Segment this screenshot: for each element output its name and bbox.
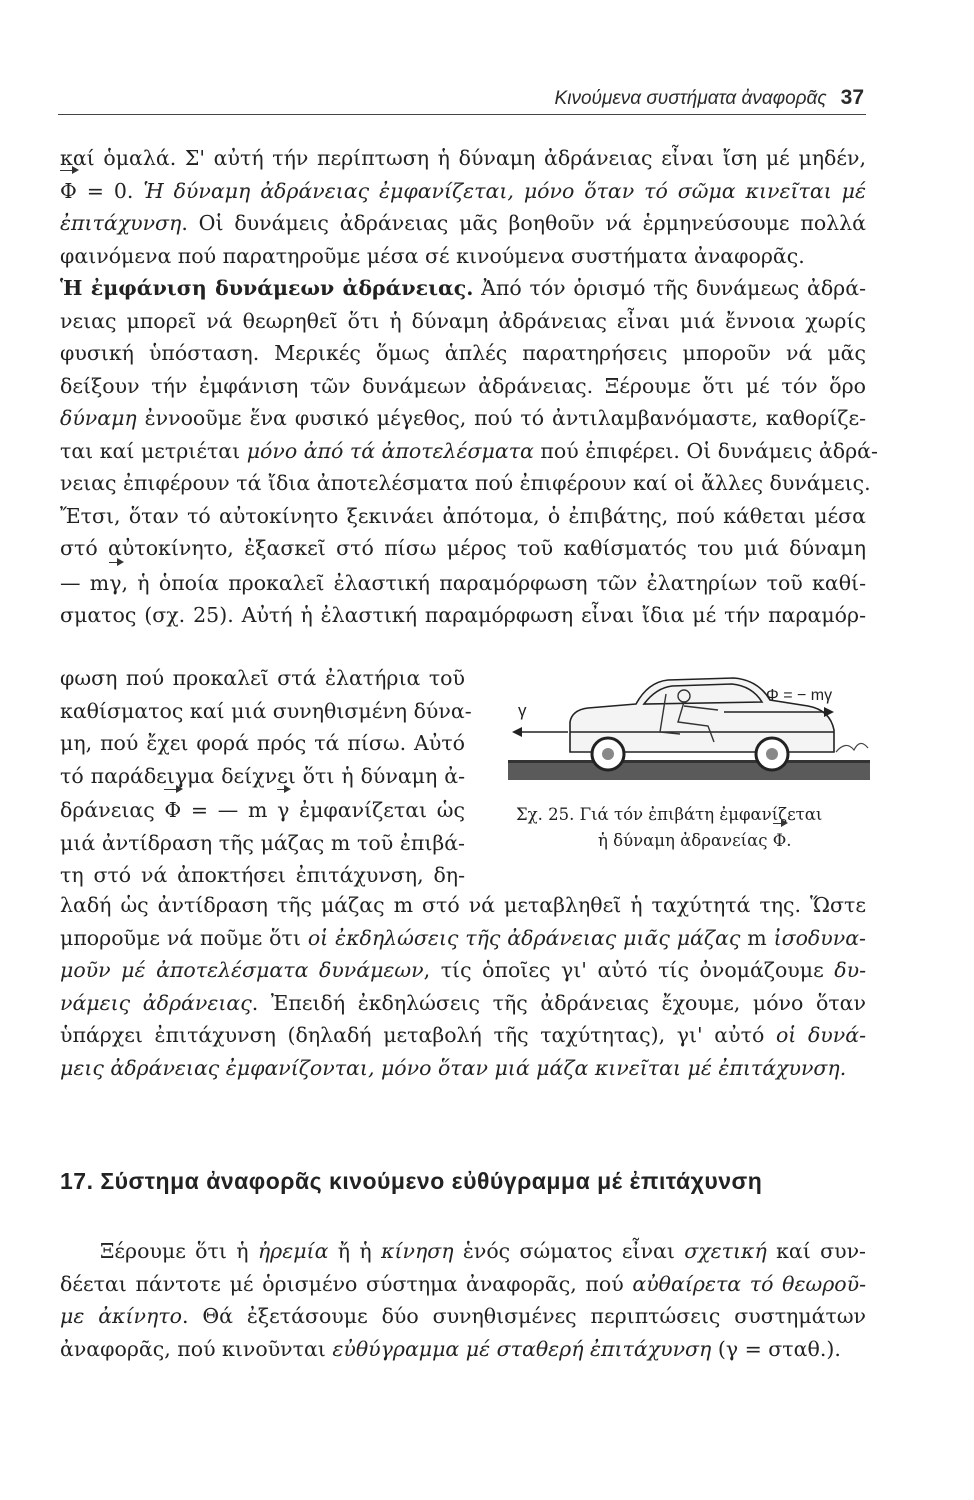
text-line: ται καί μετριέται μόνο ἀπό τά ἀποτελέσματα πού ἐπιφέρει. Οἱ δυνάμεις ἀδρά-	[60, 438, 878, 463]
figure-car-passenger	[508, 670, 870, 796]
paragraph-2	[60, 272, 878, 632]
text-line: στό αὐτοκίνητο, ἐξασκεῖ στό πίσω μέρος τοῦ καθίσματός του μιά δύναμη	[60, 536, 866, 560]
text-line: φωση πού προκαλεῖ στά ἐλατήρια τοῦ	[60, 666, 465, 690]
vector-phi: Φ	[773, 828, 787, 854]
road-edge	[508, 760, 870, 763]
text-line: ἀναφορᾶς, πού κινοῦνται εὐθύγραμμα μέ σταθερή ἐπιτάχυνση (γ = σταθ.).	[60, 1336, 841, 1361]
paragraph-1	[60, 142, 866, 272]
text-line: δύναμη ἐννοοῦμε ἕνα φυσικό μέγεθος, πού τό ἀντιλαμβανόμαστε, καθορίζε-	[60, 406, 866, 430]
text-line: ἐπιτάχυνση. Οἱ δυνάμεις ἀδράνειας μᾶς βοηθοῦν νά ἑρμηνεύσουμε πολλά	[60, 211, 866, 235]
running-title: Κινούμενα συστήματα ἀναφορᾶς	[554, 88, 827, 109]
text-line: τη στό νά ἀποκτήσει ἐπιτάχυνση, δη-	[60, 863, 465, 887]
text-line: μποροῦμε νά ποῦμε ὅτι οἱ ἐκδηλώσεις τῆς ἀδράνειας μιᾶς μάζας m ἰσοδυνα-	[60, 925, 866, 950]
text-line: νάμεις ἀδράνειας. Ἐπειδή ἐκδηλώσεις τῆς ἀδράνειας ἔχουμε, μόνο ὅταν	[60, 990, 866, 1015]
text-line: δέεται πάντοτε μέ ὁρισμένο σύστημα ἀναφορᾶς, πού αὐθαίρετα τό θεωροῦ-	[60, 1271, 867, 1296]
text-line: τό παράδειγμα δείχνει ὅτι ἡ δύναμη ἀ-	[60, 763, 465, 788]
header-rule	[58, 114, 866, 115]
label-force: Φ = − mγ	[766, 687, 833, 704]
text-line: Ἔτσι, ὅταν τό αὐτοκίνητο ξεκινάει ἀπότομα, ὁ ἐπιβάτης, πού κάθεται μέσα	[60, 503, 866, 528]
vector-gamma: γ	[109, 567, 121, 600]
section-title: 17. Σύστημα ἀναφορᾶς κινούμενο εὐθύγραμμα μέ ἐπιτάχυνση	[60, 1168, 763, 1194]
text-line: μη, πού ἔχει φορά πρός τά πίσω. Αὐτό	[60, 731, 465, 755]
running-header	[555, 86, 864, 110]
gamma-arrow	[512, 727, 568, 737]
text-line: φυσική ὑπόσταση. Μερικές ὅμως ἁπλές παρατηρήσεις μποροῦν νά μᾶς	[60, 341, 866, 365]
text-line: καί ὁμαλά. Σ' αὐτή τήν περίπτωση ἡ δύναμη ἀδράνειας εἶναι ἴση μέ μηδέν,	[60, 146, 866, 170]
text-line: Φ = 0. Ἡ δύναμη ἀδράνειας ἐμφανίζεται, μόνο ὅταν τό σῶμα κινεῖται μέ	[60, 175, 866, 208]
text-line: Ἡ ἐμφάνιση δυνάμεων ἀδράνειας. Ἀπό τόν ὁρισμό τῆς δυνάμεως ἀδρά-	[60, 276, 866, 300]
text-line: σματος (σχ. 25). Αὐτή ἡ ἐλαστική παραμόρφωση εἶναι ἴδια μέ τήν παραμόρ-	[60, 603, 866, 627]
text-line: — mγ, ἡ ὁποία προκαλεῖ ἐλαστική παραμόρφωση τῶν ἐλατηρίων τοῦ καθί-	[60, 567, 866, 600]
exhaust-dust	[836, 743, 868, 752]
text-line: νειας ἐπιφέρουν τά ἴδια ἀποτελέσματα πού ἐπιφέρουν καί οἱ ἄλλες δυνάμεις.	[60, 471, 871, 495]
vector-phi: Φ	[60, 175, 77, 208]
figure-caption: Σχ. 25. Γιά τόν ἐπιβάτη ἐμφανίζεται ἡ δύναμη ἀδρανείας Φ.	[516, 802, 874, 854]
text-line: μεις ἀδράνειας ἐμφανίζονται, μόνο ὅταν μιά μάζα κινεῖται μέ ἐπιτάχυνση.	[60, 1055, 847, 1080]
text-line: δράνειας Φ = — m γ ἐμφανίζεται ὡς	[60, 794, 465, 827]
page-number: 37	[840, 86, 864, 109]
inline-heading: Ἡ ἐμφάνιση δυνάμεων ἀδράνειας.	[60, 276, 474, 300]
text-line: λαδή ὡς ἀντίδραση τῆς μάζας m στό νά μεταβληθεῖ ἡ ταχύτητά της. Ὥστε	[60, 893, 866, 917]
text-line: δείξουν τήν ἐμφάνιση τῶν δυνάμεων ἀδράνειας. Ξέρουμε ὅτι μέ τόν ὅρο	[60, 373, 866, 398]
text-line: ὑπάρχει ἐπιτάχυνση (δηλαδή μεταβολή τῆς ταχύτητας), γι' αὐτό οἱ δυνά-	[60, 1023, 866, 1047]
text-line: με ἀκίνητο. Θά ἐξετάσουμε δύο συνηθισμένες περιπτώσεις συστημάτων	[60, 1304, 867, 1328]
paragraph-2-tail	[60, 889, 866, 1084]
text-line: φαινόμενα πού παρατηροῦμε μέσα σέ κινούμενα συστήματα ἀναφορᾶς.	[60, 243, 805, 268]
narrow-column	[60, 662, 472, 892]
text-line: νειας μπορεῖ νά θεωρηθεῖ ὅτι ἡ δύναμη ἀδράνειας εἶναι μιά ἔννοια χωρίς	[60, 308, 866, 333]
section-body	[60, 1235, 866, 1365]
label-gamma: γ	[518, 701, 527, 720]
vector-gamma: γ	[277, 794, 289, 827]
text-line: Ξέρουμε ὅτι ἡ ἠρεμία ἤ ἡ κίνηση ἑνός σώματος εἶναι σχετική καί συν-	[100, 1239, 866, 1263]
text-line: καθίσματος καί μιά συνηθισμένη δύνα-	[60, 698, 472, 723]
text-line: μοῦν μέ ἀποτελέσματα δυνάμεων, τίς ὁποῖες γι' αὐτό τίς ὀνομάζουμε δυ-	[60, 958, 867, 982]
vector-phi: Φ	[164, 794, 181, 827]
text-line: μιά ἀντίδραση τῆς μάζας m τοῦ ἐπιβά-	[60, 830, 465, 855]
